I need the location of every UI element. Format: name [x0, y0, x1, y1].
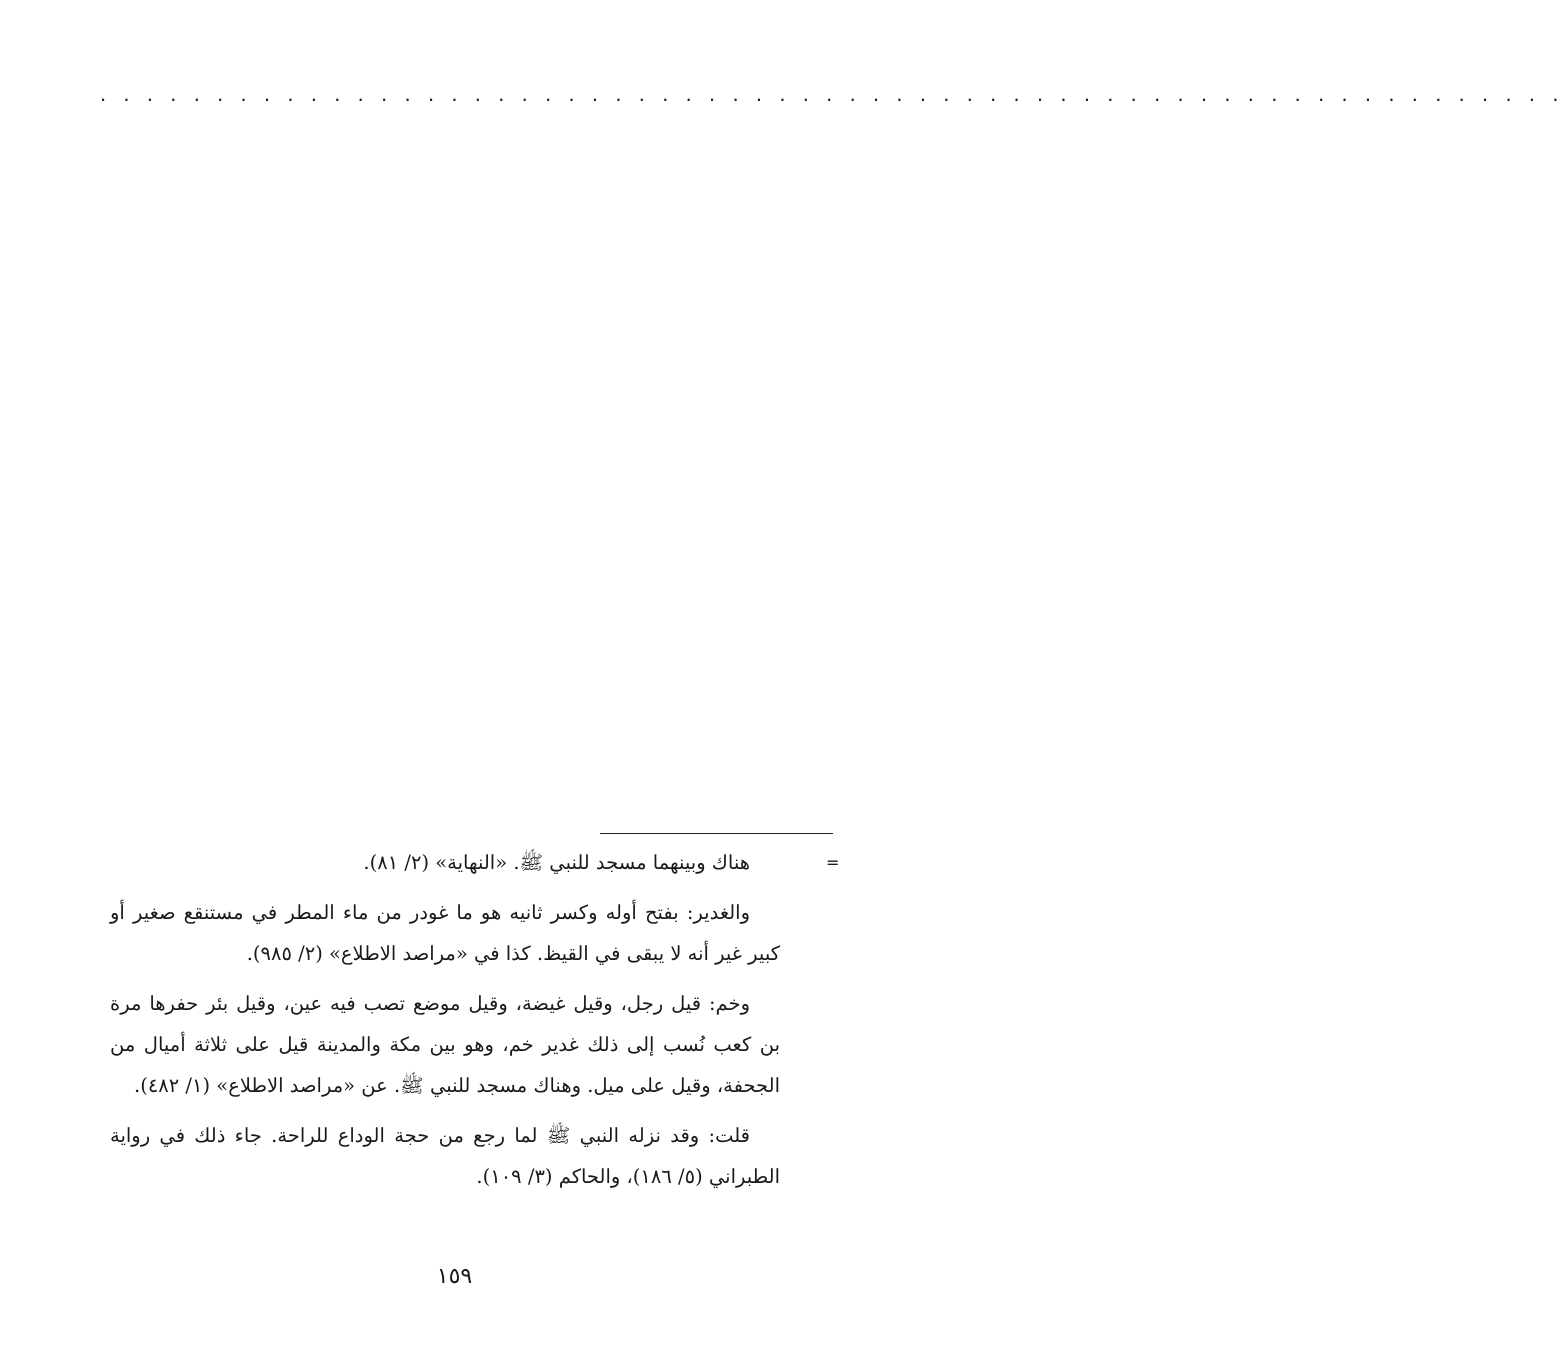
footnote-paragraph: وخم: قيل رجل، وقيل غيضة، وقيل موضع تصب فيه عين، وقيل بئر حفرها مرة بن كعب نُسب إلى ذلك غدير خم، وهو بين مكة والمدينة قيل على ثلاثة أميال من الجحفة، وقيل على ميل. وهناك مسجد للنبي ﷺ. عن «مراصد الاطلاع» (١/ ٤٨٢). [110, 992, 780, 1097]
footnote-paragraph: هناك وبينهما مسجد للنبي ﷺ. «النهاية» (٢/ ٨١). [363, 851, 750, 874]
page-number: ١٥٩ [436, 1264, 473, 1289]
footnote-paragraph: قلت: وقد نزله النبي ﷺ لما رجع من حجة الوداع للراحة. جاء ذلك في رواية الطبراني (٥/ ١٨٦)، والحاكم (٣/ ١٠٩). [110, 1124, 780, 1188]
footnote-paragraph: والغدير: بفتح أوله وكسر ثانيه هو ما غودر من ماء المطر في مستنقع صغير أو كبير غير أنه لا يبقى في القيظ. كذا في «مراصد الاطلاع» (٢/ ٩٨٥). [110, 901, 780, 965]
footnotes-block [110, 842, 780, 1206]
top-dotted-rule: . . . . . . . . . . . . . . . . . . . . . . . . . . . . . . . . . . . . . . . . . . . . . . . . . . . . . . . . . . . . . . . [100, 81, 1564, 106]
continuation-mark: = [826, 853, 840, 872]
footnote-separator [600, 833, 833, 834]
